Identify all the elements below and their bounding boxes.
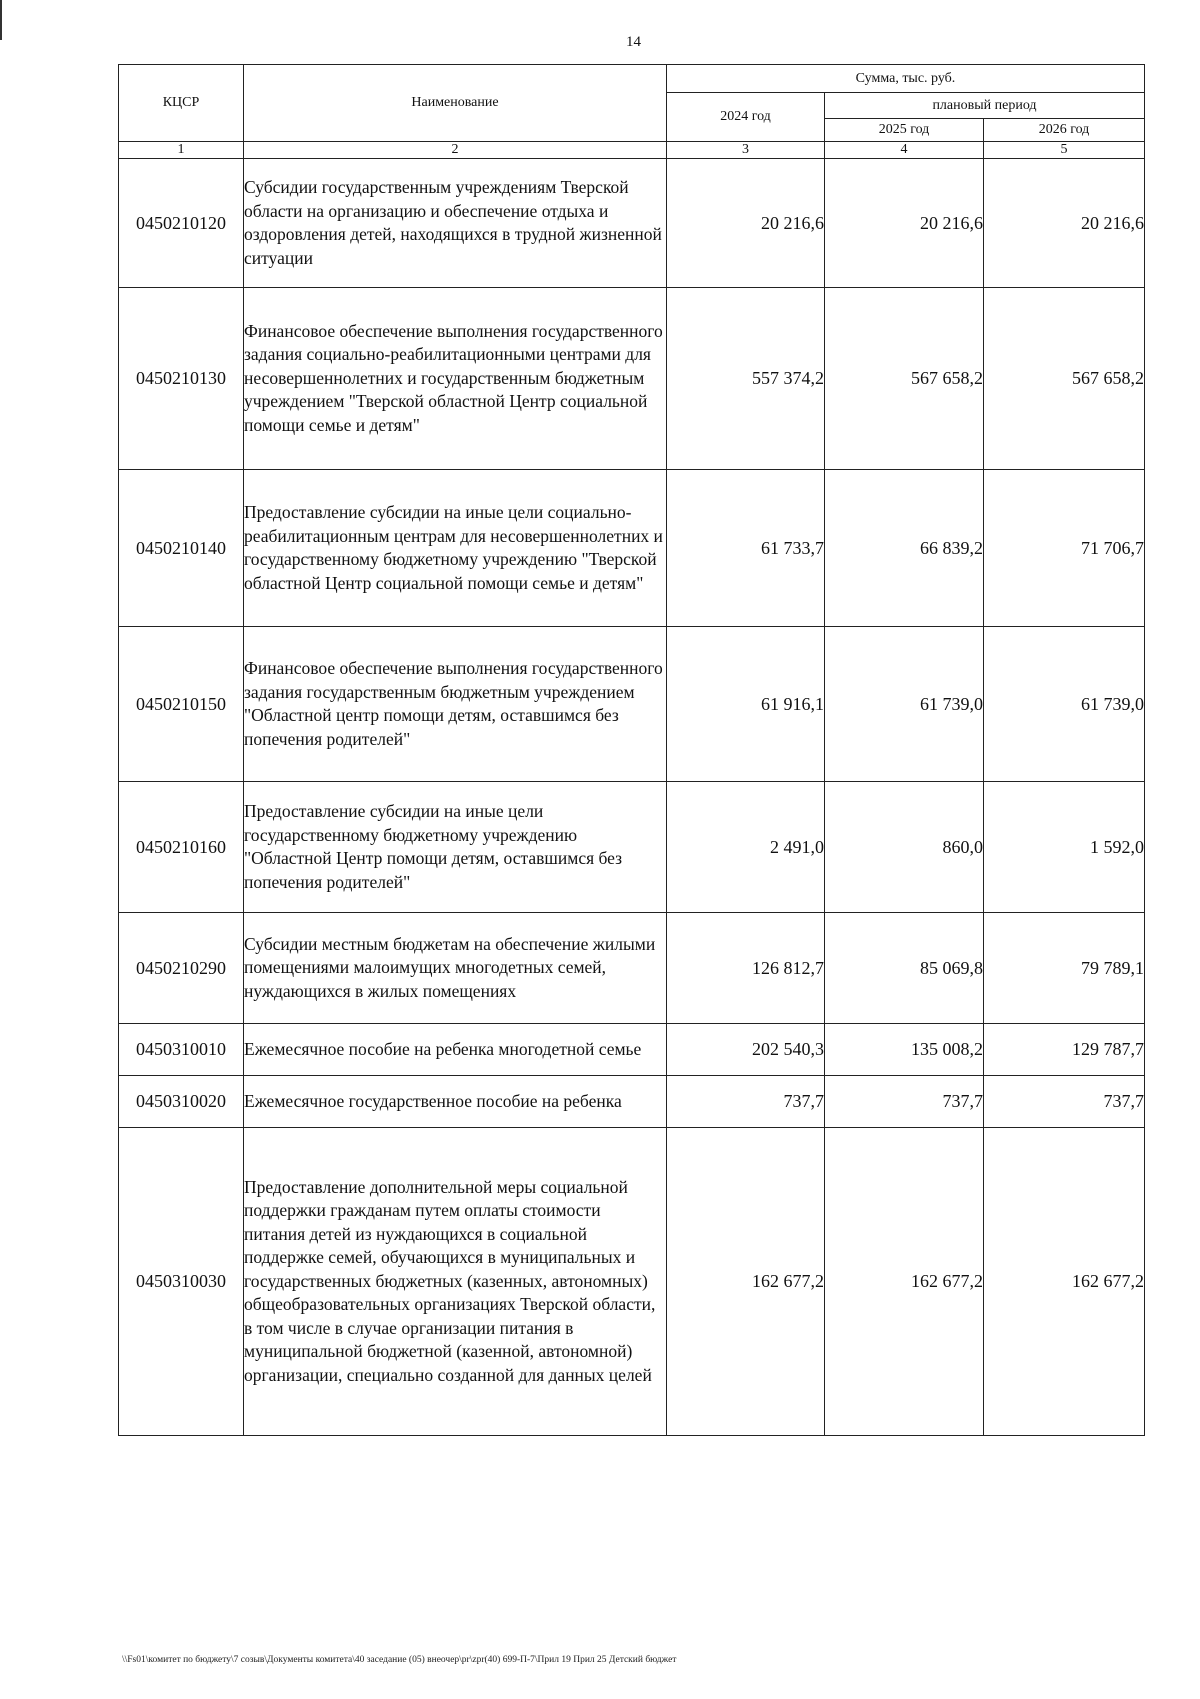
row-name: Предоставление дополнительной меры социальной поддержки гражданам путем оплаты стоимости питания детей из нуждающихся в социальной поддержке семей, обучающихся в муниципальных и государственных бюджетных (казенных, автономных) общеобразовательных организациях Тверской области, в том числе в случае организации питания в муниципальной бюджетной (казенной, автономной) организации, специально созданной для данных целей (244, 1128, 667, 1436)
row-value-2024: 20 216,6 (667, 159, 825, 288)
row-name: Финансовое обеспечение выполнения государственного задания социально-реабилитационными центрами для несовершеннолетних и государственным бюджетным учреждением "Тверской областной Центр социальной помощи семье и детям" (244, 288, 667, 470)
table-row (119, 913, 1145, 1024)
row-value-2026: 79 789,1 (984, 913, 1145, 1024)
row-code: 0450310010 (119, 1024, 244, 1076)
row-value-2024: 557 374,2 (667, 288, 825, 470)
row-name: Ежемесячное государственное пособие на ребенка (244, 1076, 667, 1128)
row-code: 0450210140 (119, 470, 244, 627)
column-number: 4 (825, 142, 984, 159)
row-value-2024: 61 733,7 (667, 470, 825, 627)
table-row (119, 1076, 1145, 1128)
table-row (119, 159, 1145, 288)
row-value-2025: 860,0 (825, 782, 984, 913)
row-value-2025: 61 739,0 (825, 627, 984, 782)
header-sum: Сумма, тыс. руб. (667, 65, 1145, 93)
row-value-2025: 567 658,2 (825, 288, 984, 470)
header-year-2024: 2024 год (667, 93, 825, 142)
row-name: Субсидии местным бюджетам на обеспечение жилыми помещениями малоимущих многодетных семей, нуждающихся в жилых помещениях (244, 913, 667, 1024)
row-value-2024: 126 812,7 (667, 913, 825, 1024)
row-value-2026: 129 787,7 (984, 1024, 1145, 1076)
row-code: 0450210130 (119, 288, 244, 470)
row-value-2024: 162 677,2 (667, 1128, 825, 1436)
row-value-2024: 61 916,1 (667, 627, 825, 782)
row-value-2024: 737,7 (667, 1076, 825, 1128)
row-value-2024: 2 491,0 (667, 782, 825, 913)
row-value-2026: 567 658,2 (984, 288, 1145, 470)
header-year-2025: 2025 год (825, 119, 984, 142)
row-code: 0450210150 (119, 627, 244, 782)
header-code: КЦСР (119, 65, 244, 142)
header-name: Наименование (244, 65, 667, 142)
row-value-2025: 135 008,2 (825, 1024, 984, 1076)
row-value-2025: 162 677,2 (825, 1128, 984, 1436)
row-value-2026: 737,7 (984, 1076, 1145, 1128)
footer-file-path: \\Fs01\комитет по бюджету\7 созыв\Документы комитета\40 заседание (05) внеочер\pr\zpr(40) 699-П-7\Прил 19 Прил 25 Детский бюджет (122, 1655, 677, 1665)
row-code: 0450210290 (119, 913, 244, 1024)
row-value-2026: 162 677,2 (984, 1128, 1145, 1436)
row-name: Финансовое обеспечение выполнения государственного задания государственным бюджетным учреждением "Областной центр помощи детям, оставшимся без попечения родителей" (244, 627, 667, 782)
table-row (119, 627, 1145, 782)
row-value-2026: 71 706,7 (984, 470, 1145, 627)
table-row (119, 782, 1145, 913)
row-value-2026: 1 592,0 (984, 782, 1145, 913)
row-value-2025: 737,7 (825, 1076, 984, 1128)
page-number: 14 (626, 34, 641, 50)
row-code: 0450310030 (119, 1128, 244, 1436)
budget-table (118, 64, 1145, 1436)
header-year-2026: 2026 год (984, 119, 1145, 142)
header-planned-period: плановый период (825, 93, 1145, 119)
column-number: 5 (984, 142, 1145, 159)
column-number: 2 (244, 142, 667, 159)
table-row (119, 1128, 1145, 1436)
row-value-2026: 61 739,0 (984, 627, 1145, 782)
row-name: Ежемесячное пособие на ребенка многодетной семье (244, 1024, 667, 1076)
row-value-2024: 202 540,3 (667, 1024, 825, 1076)
table-row (119, 288, 1145, 470)
row-value-2026: 20 216,6 (984, 159, 1145, 288)
row-name: Субсидии государственным учреждениям Тверской области на организацию и обеспечение отдыха и оздоровления детей, находящихся в трудной жизненной ситуации (244, 159, 667, 288)
table-row (119, 470, 1145, 627)
row-code: 0450310020 (119, 1076, 244, 1128)
row-value-2025: 85 069,8 (825, 913, 984, 1024)
row-name: Предоставление субсидии на иные цели государственному бюджетному учреждению "Областной Центр помощи детям, оставшимся без попечения родителей" (244, 782, 667, 913)
column-number: 1 (119, 142, 244, 159)
scan-edge-mark (0, 0, 2, 40)
row-code: 0450210120 (119, 159, 244, 288)
row-value-2025: 66 839,2 (825, 470, 984, 627)
row-value-2025: 20 216,6 (825, 159, 984, 288)
table-row (119, 1024, 1145, 1076)
column-number: 3 (667, 142, 825, 159)
row-name: Предоставление субсидии на иные цели социально-реабилитационным центрам для несовершеннолетних и государственному бюджетному учреждению "Тверской областной Центр социальной помощи семье и детям" (244, 470, 667, 627)
row-code: 0450210160 (119, 782, 244, 913)
